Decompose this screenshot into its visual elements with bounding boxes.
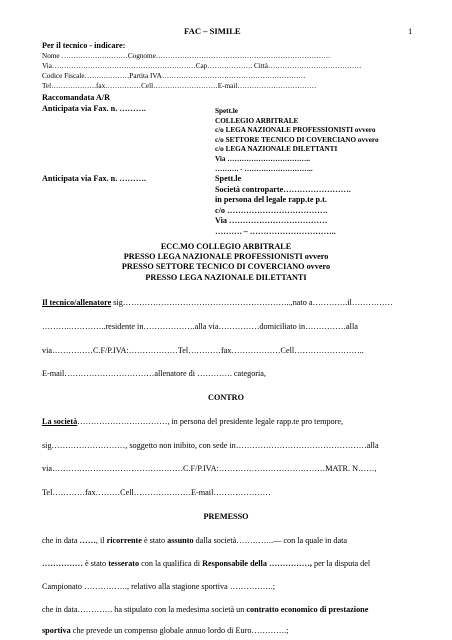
recipient-line: PRESSO LEGA NAZIONALE PROFESSIONISTI ovvero <box>123 252 329 262</box>
societa-label: La società <box>42 417 78 426</box>
body-text: ……………………………, in persona del presidente legale rapp.te pro tempore, <box>77 417 344 426</box>
body-line-3: via……………C.F/P.IVA:………………Tel…………fax………………Cell…………………….. <box>42 346 364 355</box>
body-line-13 <box>42 626 288 635</box>
raccomandata-label: Raccomandata A/R <box>42 93 110 102</box>
body-line-1 <box>42 298 393 307</box>
body-line-9 <box>42 536 347 545</box>
body-text: sig……………………………………………………..,nato a………….il…………… <box>111 298 393 307</box>
field-row-fiscal: Codice Fiscale……….………Partita IVA…………………………………………………… <box>42 72 306 80</box>
ricorrente-term: ricorrente <box>106 536 142 545</box>
body-line-8: Tel…………fax………Cell…………………E-mail………………… <box>42 488 271 497</box>
body-line-11: Campionato ……………., relativo alla stagione sportiva …………….; <box>42 582 276 591</box>
addressee-2-line: in persona del legale rapp.te p.t. <box>215 195 327 204</box>
recipient-line: PRESSO SETTORE TECNICO DI COVERCIANO ovvero <box>121 262 331 272</box>
addressee-1 <box>215 107 379 174</box>
addressee-1-line: ………. - ……………………….. <box>215 164 313 173</box>
body-text: che in data…………. ha stipulato con la medesima società un <box>42 605 247 614</box>
anticipata-fax-1: Anticipata via Fax. n. ………. <box>42 104 146 113</box>
body-line-2: ……….…………..residente in……………….alla via……………domiciliato in……………alla <box>42 322 358 331</box>
premesso-heading: PREMESSO <box>203 512 249 521</box>
addressee-2-line: c/o ………………………………. <box>215 205 328 215</box>
responsabile-term: Responsabile della ……………, <box>202 559 312 568</box>
addressee-1-line: COLLEGIO ARBITRALE <box>215 116 299 125</box>
field-row-name: Nome ……………….………Cognome………………………………………………………………. <box>42 52 331 60</box>
assunto-term: assunto <box>167 536 194 545</box>
contratto-term: contratto economico di prestazione <box>246 605 369 614</box>
addressee-2-line: Società controparte……………………. <box>215 184 351 194</box>
body-text: per la disputa del <box>311 559 371 568</box>
recipient-line: PRESSO LEGA NAZIONALE DILETTANTI <box>145 272 307 282</box>
addressee-1-line: Via …………………………….. <box>215 154 310 163</box>
tecnico-label: Il tecnico/allenatore <box>42 298 112 307</box>
body-line-7: via…………………………………………C.F/P.IVA:…………………………………MATR. N……, <box>42 464 377 473</box>
sportiva-term: sportiva <box>42 626 71 635</box>
addressee-1-line: c/o LEGA NAZIONALE PROFESSIONISTI ovvero <box>215 126 376 135</box>
tesserato-term: tesserato <box>108 559 140 568</box>
section-title: Per il tecnico - indicare: <box>42 41 126 50</box>
field-row-address: Via……………………………………………………Cap………………. Città………………………………… <box>42 62 362 70</box>
addressee-1-line: Spett.le <box>215 107 238 115</box>
body-text: è stato <box>141 536 168 545</box>
addressee-1-line: c/o LEGA NAZIONALE DILETTANTI <box>215 145 338 154</box>
addressee-2-line: Via ……………………………… <box>215 216 328 225</box>
body-text-bold: …………… <box>42 559 83 568</box>
addressee-2-line: Spett.le <box>215 174 242 183</box>
body-line-4: E-mail……………………………allenatore di …………. categoria, <box>42 369 266 378</box>
document-title: FAC – SIMILE <box>184 26 241 36</box>
addressee-2 <box>215 174 351 237</box>
body-text: che prevede un compenso globale annuo lordo di Euro………….; <box>70 626 289 635</box>
body-line-5 <box>42 417 343 426</box>
body-text: , il <box>95 536 107 545</box>
anticipata-fax-2: Anticipata via Fax. n. ………. <box>42 174 146 183</box>
body-text-bold: …… <box>79 536 96 545</box>
contro-heading: CONTRO <box>208 393 244 402</box>
addressee-1-line: c/o SETTORE TECNICO DI COVERCIANO ovvero <box>215 135 379 144</box>
body-text: con la qualifica di <box>139 559 203 568</box>
page-number: 1 <box>408 26 413 36</box>
body-line-10 <box>42 559 370 568</box>
body-line-12 <box>42 605 368 614</box>
recipient-block <box>0 242 452 283</box>
body-text: è stato <box>82 559 109 568</box>
body-text: dalla società…………..–– con la quale in data <box>193 536 348 545</box>
body-line-6: sig………………………, soggetto non inibito, con sede in…………………………………………alla <box>42 441 379 450</box>
addressee-2-line: ………. – ………………………….. <box>215 226 336 236</box>
recipient-line: ECC.MO COLLEGIO ARBITRALE <box>160 242 292 251</box>
field-row-contacts: Tel……………….fax……………Cell………………………E-mail…………………………… <box>42 82 317 90</box>
body-text: che in data <box>42 536 80 545</box>
